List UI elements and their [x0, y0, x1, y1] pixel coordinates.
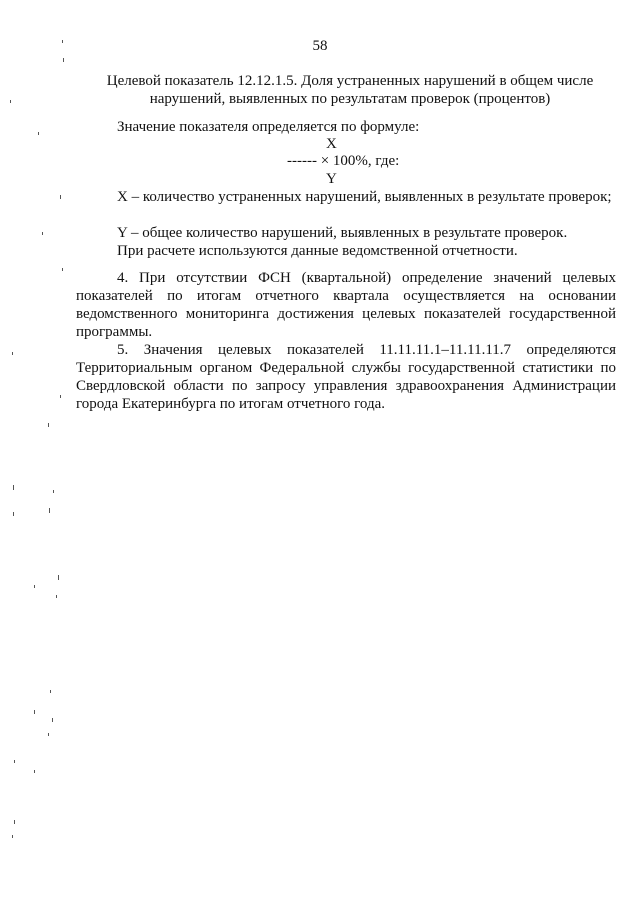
scan-speck [56, 595, 57, 598]
y-definition: Y – общее количество нарушений, выявленных в результате проверок. [117, 225, 568, 241]
heading-line-2: нарушений, выявленных по результатам проверок (процентов) [149, 91, 551, 107]
scan-speck [49, 508, 50, 513]
paragraph-4: 4. При отсутствии ФСН (квартальной) определение значений целевых показателей по итогам отчетного квартала осуществляется на основании ведомственного мониторинга достижения целевых показателей государственной программы. [76, 270, 616, 340]
formula-fraction-line: ------ × 100%, где: [287, 153, 400, 169]
formula-numerator: X [326, 136, 337, 152]
scan-speck [34, 585, 35, 588]
scan-speck [12, 352, 13, 355]
scan-speck [50, 690, 51, 693]
scan-speck [14, 760, 15, 763]
scan-speck [42, 232, 43, 235]
x-definition: X – количество устраненных нарушений, выявленных в результате проверок; [117, 189, 612, 205]
page-number: 58 [312, 38, 328, 54]
scan-speck [63, 58, 64, 62]
formula-denominator: Y [326, 171, 337, 187]
scan-speck [12, 835, 13, 838]
scan-speck [62, 268, 63, 271]
scan-speck [60, 195, 61, 199]
scan-speck [14, 820, 15, 824]
scan-speck [34, 710, 35, 714]
scan-speck [60, 395, 61, 398]
section-heading [80, 72, 620, 108]
scan-speck [53, 490, 54, 493]
heading-line-1: Целевой показатель 12.12.1.5. Доля устраненных нарушений в общем числе [106, 73, 594, 89]
scan-speck [58, 575, 59, 580]
paragraph-5: 5. Значения целевых показателей 11.11.11.1–11.11.11.7 определяются Территориальным органом Федеральной службы государственной статистики по Свердловской области по запросу управления здравоохранения Администрации города Екатеринбурга по итогам отчетного года. [76, 342, 616, 412]
scan-speck [13, 512, 14, 516]
scan-speck [48, 733, 49, 736]
scan-speck [34, 770, 35, 773]
scan-speck [13, 485, 14, 490]
data-source-note: При расчете используются данные ведомственной отчетности. [117, 243, 518, 259]
scan-speck [48, 423, 49, 427]
scan-speck [52, 718, 53, 722]
scan-speck [38, 132, 39, 135]
formula-intro: Значение показателя определяется по формуле: [117, 119, 420, 135]
scan-speck [62, 40, 63, 43]
scan-speck [10, 100, 11, 103]
